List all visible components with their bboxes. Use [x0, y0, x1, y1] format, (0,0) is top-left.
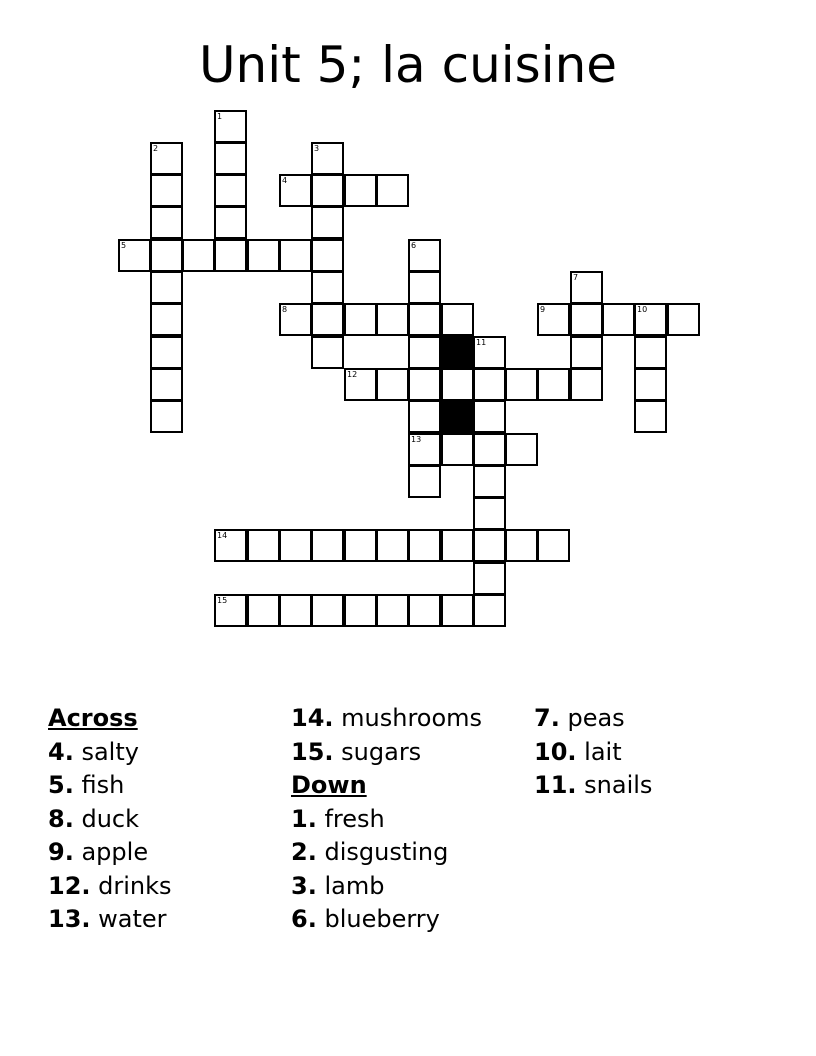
grid-cell[interactable] [150, 239, 183, 272]
clue-number: 7 [573, 273, 579, 282]
clue-item-text: snails [584, 771, 653, 799]
grid-cell[interactable] [602, 303, 635, 336]
clue-item [48, 870, 172, 904]
clue-item [534, 736, 652, 770]
grid-cell[interactable] [376, 303, 409, 336]
clue-item-number: 1. [291, 804, 317, 833]
clue-heading: Down [291, 771, 367, 799]
clue-item-number: 10. [534, 737, 577, 766]
grid-cell[interactable] [344, 368, 377, 401]
grid-cell[interactable] [408, 336, 441, 369]
grid-cell[interactable] [441, 594, 474, 627]
clue-item-number: 6. [291, 905, 317, 933]
clue-item-text: disgusting [324, 838, 449, 866]
grid-cell[interactable] [344, 174, 377, 207]
grid-cell[interactable] [408, 594, 441, 627]
clue-item-text: lait [584, 737, 622, 766]
grid-cell[interactable] [150, 174, 183, 207]
grid-cell[interactable] [344, 529, 377, 562]
grid-cell[interactable] [634, 400, 667, 433]
grid-cell[interactable] [408, 368, 441, 401]
grid-cell[interactable] [441, 368, 474, 401]
grid-cell[interactable] [570, 303, 603, 336]
grid-cell[interactable] [570, 336, 603, 369]
grid-cell[interactable] [214, 529, 247, 562]
clue-item [291, 870, 482, 904]
grid-cell[interactable] [214, 206, 247, 239]
clue-item [48, 903, 172, 937]
grid-cell[interactable] [634, 336, 667, 369]
grid-cell[interactable] [473, 562, 506, 595]
clue-item [48, 769, 172, 803]
clue-number: 2 [153, 144, 159, 153]
grid-cell[interactable] [247, 594, 280, 627]
clue-number: 4 [282, 176, 288, 185]
grid-cell[interactable] [182, 239, 215, 272]
grid-cell[interactable] [570, 368, 603, 401]
clue-item-number: 11. [534, 771, 577, 799]
clue-item-number: 7. [534, 704, 560, 732]
clue-item-number: 2. [291, 838, 317, 866]
clue-number: 10 [637, 305, 648, 314]
grid-cell[interactable] [311, 271, 344, 304]
grid-cell[interactable] [537, 368, 570, 401]
grid-cell[interactable] [376, 594, 409, 627]
grid-cell[interactable] [311, 529, 344, 562]
grid-cell[interactable] [214, 142, 247, 175]
clue-item-text: drinks [98, 871, 172, 900]
clue-number: 8 [282, 305, 288, 314]
clue-column-3 [534, 702, 652, 803]
black-square [441, 336, 474, 369]
clue-item [48, 836, 172, 870]
grid-cell[interactable] [408, 239, 441, 272]
grid-cell[interactable] [376, 529, 409, 562]
clue-column-1 [48, 702, 172, 937]
clue-item-text: peas [567, 704, 625, 732]
grid-cell[interactable] [247, 239, 280, 272]
clue-item-text: salty [81, 737, 139, 766]
clue-number: 15 [217, 596, 228, 605]
grid-cell[interactable] [537, 529, 570, 562]
grid-cell[interactable] [311, 303, 344, 336]
clue-item-number: 12. [48, 871, 91, 900]
grid-cell[interactable] [311, 174, 344, 207]
clue-heading: Across [48, 704, 138, 732]
clue-item [291, 803, 482, 837]
grid-cell[interactable] [634, 368, 667, 401]
clue-item [534, 769, 652, 803]
grid-cell[interactable] [441, 529, 474, 562]
clue-item-number: 5. [48, 771, 74, 799]
clue-item [291, 702, 482, 736]
grid-cell[interactable] [441, 433, 474, 466]
clue-item [291, 736, 482, 770]
clue-item-text: blueberry [324, 905, 440, 933]
grid-cell[interactable] [473, 529, 506, 562]
grid-cell[interactable] [150, 206, 183, 239]
clue-number: 3 [314, 144, 320, 153]
grid-cell[interactable] [344, 594, 377, 627]
grid-cell[interactable] [311, 336, 344, 369]
grid-cell[interactable] [408, 465, 441, 498]
grid-cell[interactable] [150, 303, 183, 336]
clue-item [48, 803, 172, 837]
grid-cell[interactable] [473, 336, 506, 369]
clue-item [291, 903, 482, 937]
grid-cell[interactable] [279, 239, 312, 272]
grid-cell[interactable] [505, 433, 538, 466]
grid-cell[interactable] [279, 303, 312, 336]
grid-cell[interactable] [634, 303, 667, 336]
grid-cell[interactable] [505, 368, 538, 401]
grid-cell[interactable] [667, 303, 700, 336]
clue-item-text: lamb [324, 871, 385, 900]
clue-number: 1 [217, 112, 223, 121]
grid-cell[interactable] [376, 368, 409, 401]
clue-item-text: apple [81, 838, 149, 866]
grid-cell[interactable] [214, 594, 247, 627]
grid-cell[interactable] [311, 142, 344, 175]
clue-number: 12 [347, 370, 358, 379]
clue-item-text: fish [81, 771, 125, 799]
clue-item [291, 836, 482, 870]
grid-cell[interactable] [214, 239, 247, 272]
grid-cell[interactable] [279, 529, 312, 562]
clue-item [534, 702, 652, 736]
grid-cell[interactable] [376, 174, 409, 207]
grid-cell[interactable] [473, 497, 506, 530]
grid-cell[interactable] [118, 239, 151, 272]
clue-item-text: sugars [341, 737, 422, 766]
grid-cell[interactable] [408, 271, 441, 304]
clue-number: 13 [411, 435, 422, 444]
grid-cell[interactable] [311, 594, 344, 627]
grid-cell[interactable] [247, 529, 280, 562]
clue-item-number: 8. [48, 804, 74, 833]
grid-cell[interactable] [408, 529, 441, 562]
grid-cell[interactable] [150, 400, 183, 433]
clue-item-text: fresh [324, 804, 385, 833]
clue-number: 5 [121, 241, 127, 250]
clue-item-text: mushrooms [341, 704, 483, 732]
grid-cell[interactable] [150, 336, 183, 369]
grid-cell[interactable] [279, 174, 312, 207]
grid-cell[interactable] [505, 529, 538, 562]
clue-item-number: 14. [291, 704, 334, 732]
grid-cell[interactable] [311, 239, 344, 272]
grid-cell[interactable] [570, 271, 603, 304]
clue-item-text: water [98, 905, 167, 933]
clue-item-number: 15. [291, 737, 334, 766]
grid-cell[interactable] [473, 594, 506, 627]
grid-cell[interactable] [150, 368, 183, 401]
grid-cell[interactable] [408, 433, 441, 466]
grid-cell[interactable] [537, 303, 570, 336]
grid-cell[interactable] [311, 206, 344, 239]
grid-cell[interactable] [473, 465, 506, 498]
clue-number: 11 [476, 338, 487, 347]
grid-cell[interactable] [408, 400, 441, 433]
clue-number: 14 [217, 531, 228, 540]
grid-cell[interactable] [279, 594, 312, 627]
clue-item-number: 4. [48, 737, 74, 766]
black-square [441, 400, 474, 433]
grid-cell[interactable] [408, 303, 441, 336]
clue-item-number: 3. [291, 871, 317, 900]
grid-cell[interactable] [150, 271, 183, 304]
grid-cell[interactable] [441, 303, 474, 336]
clue-item-number: 9. [48, 838, 74, 866]
clue-item-number: 13. [48, 905, 91, 933]
clue-number: 9 [540, 305, 546, 314]
grid-cell[interactable] [473, 368, 506, 401]
grid-cell[interactable] [473, 433, 506, 466]
grid-cell[interactable] [214, 110, 247, 143]
page-title: Unit 5; la cuisine [198, 36, 618, 94]
clue-item-text: duck [81, 804, 140, 833]
grid-cell[interactable] [150, 142, 183, 175]
grid-cell[interactable] [214, 174, 247, 207]
grid-cell[interactable] [344, 303, 377, 336]
clue-number: 6 [411, 241, 417, 250]
clue-column-2 [291, 702, 482, 937]
clue-item [48, 736, 172, 770]
grid-cell[interactable] [473, 400, 506, 433]
